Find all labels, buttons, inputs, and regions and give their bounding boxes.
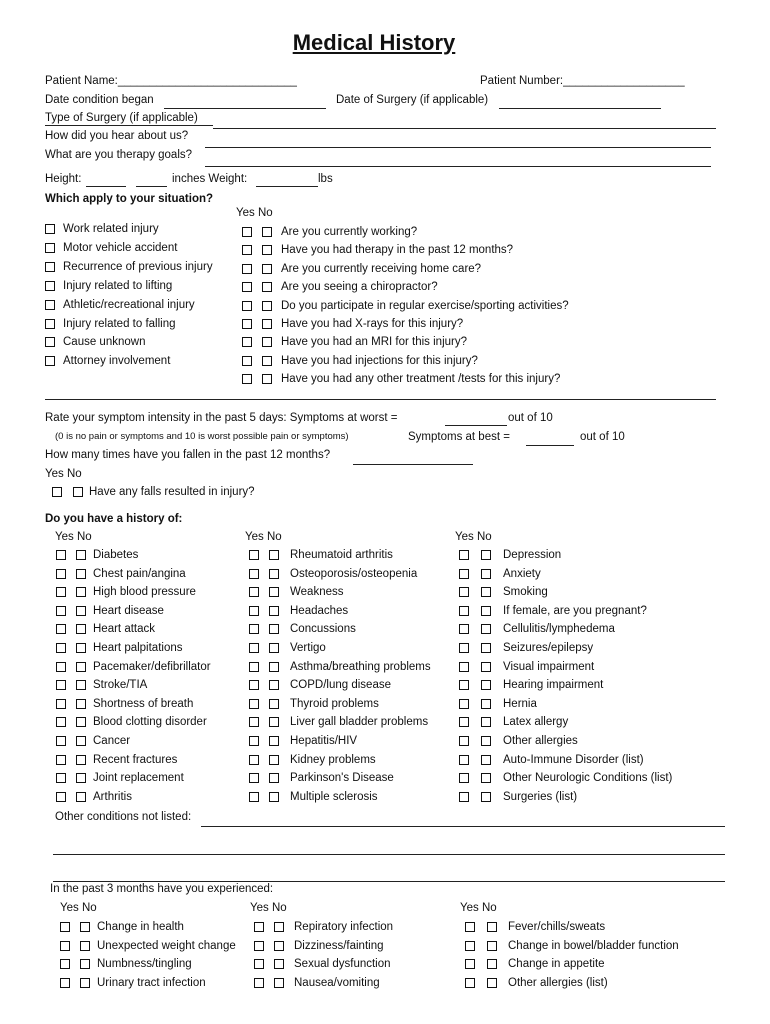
scale-note: (0 is no pain or symptoms and 10 is worst possible pain or symptoms) [55,431,349,442]
patient-number-label: Patient Number:___________________ [480,75,685,87]
history-asthma-breathing-problems-no-checkbox[interactable] [269,662,279,672]
history-heart-disease-label: Heart disease [93,605,164,617]
situation-attorney-involvement-label: Attorney involvement [63,355,171,367]
question-are-you-currently-receiving-home-care-no-checkbox[interactable] [262,264,272,274]
history-chest-pain-angina-yes-checkbox[interactable] [56,569,66,579]
question-have-you-had-injections-for-this-injury-label: Have you had injections for this injury? [281,355,478,367]
history-headaches-label: Headaches [290,605,349,617]
inches-weight-label: inches Weight: [172,173,248,185]
worst-out-of-10: out of 10 [508,412,553,424]
history-high-blood-pressure-label: High blood pressure [93,586,196,598]
past3-dizziness-fainting-no-checkbox[interactable] [274,941,284,951]
history-kidney-problems-label: Kidney problems [290,754,376,766]
history-cellulitis-lymphedema-yes-checkbox[interactable] [459,624,469,634]
question-have-you-had-any-other-treatment-tests-f-no-checkbox[interactable] [262,374,272,384]
date-surgery-label: Date of Surgery (if applicable) [336,94,489,106]
history-recent-fractures-label: Recent fractures [93,754,178,766]
history-shortness-of-breath-yes-checkbox[interactable] [56,699,66,709]
past3-change-in-health-no-checkbox[interactable] [80,922,90,932]
section-divider [45,399,716,400]
history-thyroid-problems-yes-checkbox[interactable] [249,699,259,709]
history-if-female-are-you-pregnant-label: If female, are you pregnant? [503,605,647,617]
history-cancer-no-checkbox[interactable] [76,736,86,746]
history-multiple-sclerosis-no-checkbox[interactable] [269,792,279,802]
best-score-field[interactable] [526,445,574,446]
history-heart-palpitations-yes-checkbox[interactable] [56,643,66,653]
hear-about-field[interactable] [213,128,716,129]
history-osteoporosis-osteopenia-no-checkbox[interactable] [269,569,279,579]
symptoms-best-label: Symptoms at best = [408,431,510,443]
past3-sexual-dysfunction-yes-checkbox[interactable] [254,959,264,969]
date-condition-field[interactable] [164,108,326,109]
situation-attorney-involvement-checkbox[interactable] [45,356,55,366]
date-surgery-field[interactable] [499,108,661,109]
situation-recurrence-of-previous-injury-label: Recurrence of previous injury [63,261,213,273]
question-have-you-had-any-other-treatment-tests-f-yes-checkbox[interactable] [242,374,252,384]
question-have-you-had-an-mri-for-this-injury-no-checkbox[interactable] [262,337,272,347]
falls-yes-no-header: Yes No [45,468,82,480]
history-anxiety-label: Anxiety [503,568,541,580]
history-diabetes-no-checkbox[interactable] [76,550,86,560]
yes-no-header: Yes No [236,207,273,219]
history-concussions-label: Concussions [290,623,356,635]
past3-fever-chills-sweats-no-checkbox[interactable] [487,922,497,932]
past3-unexpected-weight-change-yes-checkbox[interactable] [60,941,70,951]
past3-dizziness-fainting-yes-checkbox[interactable] [254,941,264,951]
history-heart-palpitations-label: Heart palpitations [93,642,183,654]
rate-symptom-label: Rate your symptom intensity in the past 5 days: Symptoms at worst = [45,412,398,424]
history-heart-disease-no-checkbox[interactable] [76,606,86,616]
situation-work-related-injury-checkbox[interactable] [45,224,55,234]
falls-count-field[interactable] [353,464,473,465]
question-have-you-had-x-rays-for-this-injury-yes-checkbox[interactable] [242,319,252,329]
past3-change-in-health-label: Change in health [97,921,184,933]
history-chest-pain-angina-label: Chest pain/angina [93,568,186,580]
history-osteoporosis-osteopenia-label: Osteoporosis/osteopenia [290,568,418,580]
past3-numbness-tingling-no-checkbox[interactable] [80,959,90,969]
question-are-you-seeing-a-chiropractor-yes-checkbox[interactable] [242,282,252,292]
past3-other-allergies-list-no-checkbox[interactable] [487,978,497,988]
history-vertigo-yes-checkbox[interactable] [249,643,259,653]
question-have-you-had-therapy-in-the-past-12-mont-yes-checkbox[interactable] [242,245,252,255]
history-weakness-no-checkbox[interactable] [269,587,279,597]
history-depression-no-checkbox[interactable] [481,550,491,560]
type-surgery-underline [45,125,213,126]
history-high-blood-pressure-no-checkbox[interactable] [76,587,86,597]
history-multiple-sclerosis-yes-checkbox[interactable] [249,792,259,802]
question-are-you-currently-working-no-checkbox[interactable] [262,227,272,237]
question-have-you-had-x-rays-for-this-injury-label: Have you had X-rays for this injury? [281,318,464,330]
history-col1-yes-no: Yes No [55,531,92,543]
history-if-female-are-you-pregnant-no-checkbox[interactable] [481,606,491,616]
history-weakness-label: Weakness [290,586,344,598]
past3-urinary-tract-infection-no-checkbox[interactable] [80,978,90,988]
history-diabetes-yes-checkbox[interactable] [56,550,66,560]
history-thyroid-problems-label: Thyroid problems [290,698,379,710]
type-surgery-label: Type of Surgery (if applicable) [45,112,198,124]
history-headaches-no-checkbox[interactable] [269,606,279,616]
falls-injury-no-checkbox[interactable] [73,487,83,497]
question-have-you-had-therapy-in-the-past-12-mont-label: Have you had therapy in the past 12 months? [281,244,514,256]
past3-nausea-vomiting-label: Nausea/vomiting [294,977,380,989]
history-heart-attack-no-checkbox[interactable] [76,624,86,634]
date-condition-label: Date condition began [45,94,154,106]
past3-numbness-tingling-label: Numbness/tingling [97,958,192,970]
past3-change-in-bowel-bladder-function-no-checkbox[interactable] [487,941,497,951]
situation-athletic-recreational-injury-checkbox[interactable] [45,300,55,310]
history-chest-pain-angina-no-checkbox[interactable] [76,569,86,579]
therapy-goals-field-1[interactable] [205,147,711,148]
question-do-you-participate-in-regular-exercise-s-yes-checkbox[interactable] [242,301,252,311]
past3-unexpected-weight-change-label: Unexpected weight change [97,940,236,952]
history-kidney-problems-yes-checkbox[interactable] [249,755,259,765]
which-apply-heading: Which apply to your situation? [45,193,214,205]
past3-heading: In the past 3 months have you experienced: [50,883,274,895]
situation-motor-vehicle-accident-label: Motor vehicle accident [63,242,178,254]
history-concussions-no-checkbox[interactable] [269,624,279,634]
history-surgeries-list-label: Surgeries (list) [503,791,578,803]
worst-score-field[interactable] [445,425,507,426]
history-heart-palpitations-no-checkbox[interactable] [76,643,86,653]
history-other-neurologic-conditions-list-no-checkbox[interactable] [481,773,491,783]
history-cellulitis-lymphedema-label: Cellulitis/lymphedema [503,623,615,635]
history-thyroid-problems-no-checkbox[interactable] [269,699,279,709]
question-are-you-currently-working-label: Are you currently working? [281,226,418,238]
history-rheumatoid-arthritis-label: Rheumatoid arthritis [290,549,393,561]
history-heart-attack-label: Heart attack [93,623,155,635]
past3-urinary-tract-infection-yes-checkbox[interactable] [60,978,70,988]
weight-field[interactable] [256,186,318,187]
history-cancer-yes-checkbox[interactable] [56,736,66,746]
history-blood-clotting-disorder-no-checkbox[interactable] [76,717,86,727]
history-copd-lung-disease-label: COPD/lung disease [290,679,391,691]
history-surgeries-list-no-checkbox[interactable] [481,792,491,802]
history-pacemaker-defibrillator-yes-checkbox[interactable] [56,662,66,672]
past3-other-allergies-list-yes-checkbox[interactable] [465,978,475,988]
question-are-you-seeing-a-chiropractor-label: Are you seeing a chiropractor? [281,281,438,293]
history-cellulitis-lymphedema-no-checkbox[interactable] [481,624,491,634]
past3-numbness-tingling-yes-checkbox[interactable] [60,959,70,969]
past3-change-in-appetite-no-checkbox[interactable] [487,959,497,969]
past3-change-in-appetite-label: Change in appetite [508,958,605,970]
history-hepatitis-hiv-yes-checkbox[interactable] [249,736,259,746]
height-inches-field[interactable] [136,186,167,187]
past3-sexual-dysfunction-label: Sexual dysfunction [294,958,391,970]
history-hepatitis-hiv-label: Hepatitis/HIV [290,735,358,747]
history-liver-gall-bladder-problems-no-checkbox[interactable] [269,717,279,727]
history-rheumatoid-arthritis-yes-checkbox[interactable] [249,550,259,560]
falls-question-label: How many times have you fallen in the past 12 months? [45,449,331,461]
situation-injury-related-to-falling-checkbox[interactable] [45,319,55,329]
situation-cause-unknown-label: Cause unknown [63,336,146,348]
history-smoking-no-checkbox[interactable] [481,587,491,597]
history-copd-lung-disease-yes-checkbox[interactable] [249,680,259,690]
history-if-female-are-you-pregnant-yes-checkbox[interactable] [459,606,469,616]
height-label: Height: [45,173,82,185]
history-shortness-of-breath-no-checkbox[interactable] [76,699,86,709]
history-asthma-breathing-problems-label: Asthma/breathing problems [290,661,431,673]
history-arthritis-no-checkbox[interactable] [76,792,86,802]
falls-injury-label: Have any falls resulted in injury? [89,486,255,498]
history-other-neurologic-conditions-list-yes-checkbox[interactable] [459,773,469,783]
question-have-you-had-injections-for-this-injury-no-checkbox[interactable] [262,356,272,366]
situation-work-related-injury-label: Work related injury [63,223,159,235]
history-heart-disease-yes-checkbox[interactable] [56,606,66,616]
other-conditions-label: Other conditions not listed: [55,811,192,823]
past3-nausea-vomiting-no-checkbox[interactable] [274,978,284,988]
therapy-goals-field-2[interactable] [205,166,711,167]
past3-col2-yes-no: Yes No [250,902,287,914]
other-conditions-field-1[interactable] [201,826,725,827]
history-blood-clotting-disorder-yes-checkbox[interactable] [56,717,66,727]
situation-motor-vehicle-accident-checkbox[interactable] [45,243,55,253]
history-copd-lung-disease-no-checkbox[interactable] [269,680,279,690]
history-blood-clotting-disorder-label: Blood clotting disorder [93,716,207,728]
history-heart-attack-yes-checkbox[interactable] [56,624,66,634]
past3-change-in-bowel-bladder-function-yes-checkbox[interactable] [465,941,475,951]
history-other-allergies-no-checkbox[interactable] [481,736,491,746]
question-do-you-participate-in-regular-exercise-s-no-checkbox[interactable] [262,301,272,311]
history-recent-fractures-no-checkbox[interactable] [76,755,86,765]
history-parkinson-s-disease-no-checkbox[interactable] [269,773,279,783]
history-other-neurologic-conditions-list-label: Other Neurologic Conditions (list) [503,772,673,784]
question-are-you-currently-working-yes-checkbox[interactable] [242,227,252,237]
history-hernia-no-checkbox[interactable] [481,699,491,709]
history-multiple-sclerosis-label: Multiple sclerosis [290,791,378,803]
history-auto-immune-disorder-list-label: Auto-Immune Disorder (list) [503,754,644,766]
history-stroke-tia-yes-checkbox[interactable] [56,680,66,690]
history-depression-label: Depression [503,549,562,561]
question-are-you-currently-receiving-home-care-yes-checkbox[interactable] [242,264,252,274]
history-hearing-impairment-yes-checkbox[interactable] [459,680,469,690]
history-liver-gall-bladder-problems-yes-checkbox[interactable] [249,717,259,727]
history-seizures-epilepsy-no-checkbox[interactable] [481,643,491,653]
history-high-blood-pressure-yes-checkbox[interactable] [56,587,66,597]
question-have-you-had-therapy-in-the-past-12-mont-no-checkbox[interactable] [262,245,272,255]
history-arthritis-yes-checkbox[interactable] [56,792,66,802]
past3-sexual-dysfunction-no-checkbox[interactable] [274,959,284,969]
history-anxiety-no-checkbox[interactable] [481,569,491,579]
history-hernia-label: Hernia [503,698,537,710]
history-depression-yes-checkbox[interactable] [459,550,469,560]
past3-repiratory-infection-yes-checkbox[interactable] [254,922,264,932]
history-recent-fractures-yes-checkbox[interactable] [56,755,66,765]
past3-col3-yes-no: Yes No [460,902,497,914]
history-parkinson-s-disease-label: Parkinson's Disease [290,772,394,784]
history-hernia-yes-checkbox[interactable] [459,699,469,709]
history-joint-replacement-yes-checkbox[interactable] [56,773,66,783]
situation-cause-unknown-checkbox[interactable] [45,337,55,347]
history-liver-gall-bladder-problems-label: Liver gall bladder problems [290,716,429,728]
history-other-allergies-label: Other allergies [503,735,578,747]
situation-injury-related-to-falling-label: Injury related to falling [63,318,176,330]
question-are-you-currently-receiving-home-care-label: Are you currently receiving home care? [281,263,482,275]
history-joint-replacement-label: Joint replacement [93,772,184,784]
history-arthritis-label: Arthritis [93,791,132,803]
history-rheumatoid-arthritis-no-checkbox[interactable] [269,550,279,560]
history-other-allergies-yes-checkbox[interactable] [459,736,469,746]
history-osteoporosis-osteopenia-yes-checkbox[interactable] [249,569,259,579]
history-visual-impairment-label: Visual impairment [503,661,595,673]
history-headaches-yes-checkbox[interactable] [249,606,259,616]
history-visual-impairment-yes-checkbox[interactable] [459,662,469,672]
history-shortness-of-breath-label: Shortness of breath [93,698,194,710]
history-joint-replacement-no-checkbox[interactable] [76,773,86,783]
history-smoking-label: Smoking [503,586,548,598]
past3-fever-chills-sweats-yes-checkbox[interactable] [465,922,475,932]
history-hearing-impairment-no-checkbox[interactable] [481,680,491,690]
past3-urinary-tract-infection-label: Urinary tract infection [97,977,206,989]
question-are-you-seeing-a-chiropractor-no-checkbox[interactable] [262,282,272,292]
history-col2-yes-no: Yes No [245,531,282,543]
patient-name-label: Patient Name:____________________________ [45,75,297,87]
past3-change-in-bowel-bladder-function-label: Change in bowel/bladder function [508,940,679,952]
past3-unexpected-weight-change-no-checkbox[interactable] [80,941,90,951]
lbs-label: lbs [318,173,333,185]
history-col3-yes-no: Yes No [455,531,492,543]
past3-fever-chills-sweats-label: Fever/chills/sweats [508,921,606,933]
situation-athletic-recreational-injury-label: Athletic/recreational injury [63,299,195,311]
history-pacemaker-defibrillator-no-checkbox[interactable] [76,662,86,672]
history-stroke-tia-no-checkbox[interactable] [76,680,86,690]
history-diabetes-label: Diabetes [93,549,139,561]
history-pacemaker-defibrillator-label: Pacemaker/defibrillator [93,661,211,673]
past3-repiratory-infection-no-checkbox[interactable] [274,922,284,932]
falls-injury-yes-checkbox[interactable] [52,487,62,497]
history-vertigo-label: Vertigo [290,642,326,654]
history-kidney-problems-no-checkbox[interactable] [269,755,279,765]
situation-recurrence-of-previous-injury-checkbox[interactable] [45,262,55,272]
past3-repiratory-infection-label: Repiratory infection [294,921,394,933]
height-feet-field[interactable] [86,186,126,187]
best-out-of-10: out of 10 [580,431,625,443]
history-heading: Do you have a history of: [45,513,183,525]
history-weakness-yes-checkbox[interactable] [249,587,259,597]
situation-injury-related-to-lifting-checkbox[interactable] [45,281,55,291]
history-latex-allergy-no-checkbox[interactable] [481,717,491,727]
history-cancer-label: Cancer [93,735,131,747]
past3-other-allergies-list-label: Other allergies (list) [508,977,608,989]
history-smoking-yes-checkbox[interactable] [459,587,469,597]
past3-change-in-appetite-yes-checkbox[interactable] [465,959,475,969]
history-seizures-epilepsy-label: Seizures/epilepsy [503,642,594,654]
question-have-you-had-injections-for-this-injury-yes-checkbox[interactable] [242,356,252,366]
situation-injury-related-to-lifting-label: Injury related to lifting [63,280,173,292]
therapy-goals-label: What are you therapy goals? [45,149,193,161]
question-have-you-had-any-other-treatment-tests-f-label: Have you had any other treatment /tests for this injury? [281,373,561,385]
past3-nausea-vomiting-yes-checkbox[interactable] [254,978,264,988]
past3-dizziness-fainting-label: Dizziness/fainting [294,940,384,952]
other-conditions-field-2[interactable] [53,854,725,855]
history-surgeries-list-yes-checkbox[interactable] [459,792,469,802]
question-have-you-had-an-mri-for-this-injury-yes-checkbox[interactable] [242,337,252,347]
question-have-you-had-x-rays-for-this-injury-no-checkbox[interactable] [262,319,272,329]
question-have-you-had-an-mri-for-this-injury-label: Have you had an MRI for this injury? [281,336,468,348]
history-seizures-epilepsy-yes-checkbox[interactable] [459,643,469,653]
history-latex-allergy-yes-checkbox[interactable] [459,717,469,727]
history-parkinson-s-disease-yes-checkbox[interactable] [249,773,259,783]
past3-change-in-health-yes-checkbox[interactable] [60,922,70,932]
history-vertigo-no-checkbox[interactable] [269,643,279,653]
history-anxiety-yes-checkbox[interactable] [459,569,469,579]
history-stroke-tia-label: Stroke/TIA [93,679,148,691]
history-concussions-yes-checkbox[interactable] [249,624,259,634]
question-do-you-participate-in-regular-exercise-s-label: Do you participate in regular exercise/sporting activities? [281,300,569,312]
history-hepatitis-hiv-no-checkbox[interactable] [269,736,279,746]
history-auto-immune-disorder-list-yes-checkbox[interactable] [459,755,469,765]
history-visual-impairment-no-checkbox[interactable] [481,662,491,672]
history-hearing-impairment-label: Hearing impairment [503,679,604,691]
history-asthma-breathing-problems-yes-checkbox[interactable] [249,662,259,672]
hear-about-label: How did you hear about us? [45,130,189,142]
past3-col1-yes-no: Yes No [60,902,97,914]
history-latex-allergy-label: Latex allergy [503,716,569,728]
page-title: Medical History [292,30,456,55]
history-auto-immune-disorder-list-no-checkbox[interactable] [481,755,491,765]
